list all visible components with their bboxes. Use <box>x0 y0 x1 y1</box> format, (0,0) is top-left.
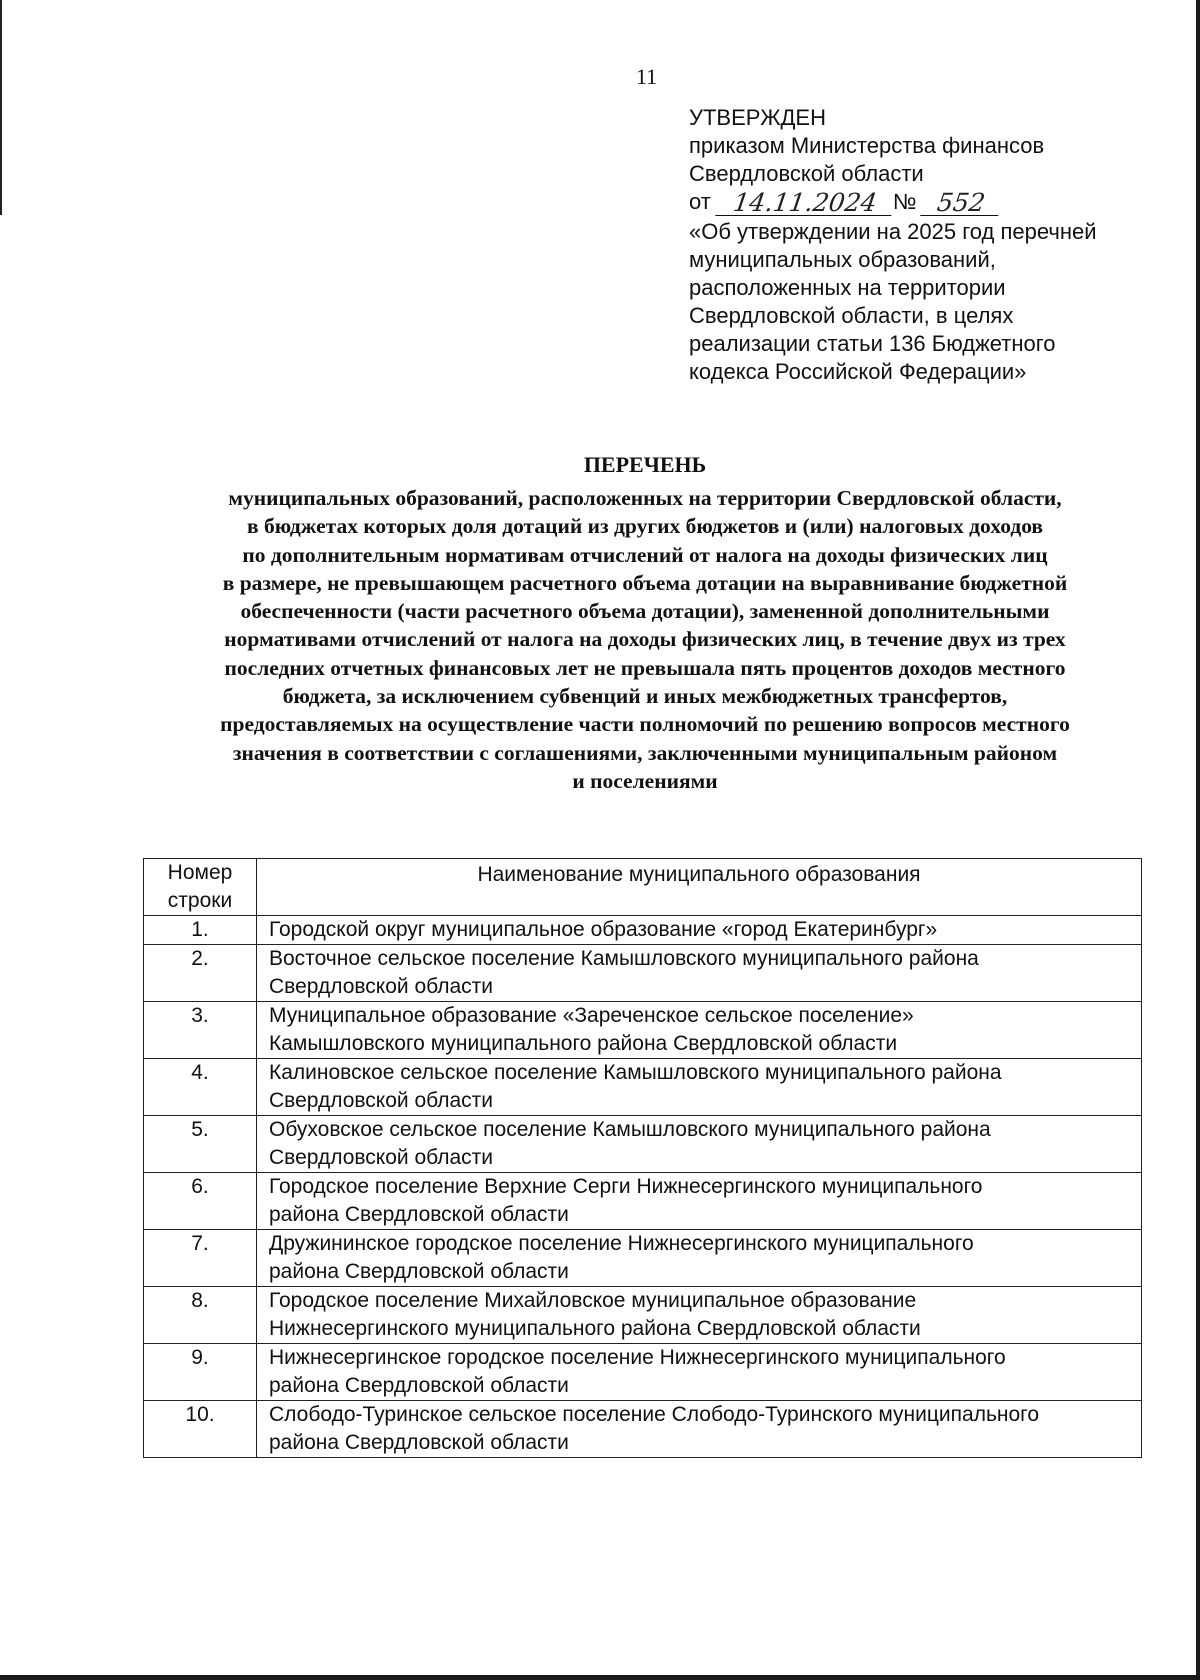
municipality-name-line: Городское поселение Верхние Серги Нижнесергинского муниципального <box>269 1175 983 1198</box>
approval-by-line-2: Свердловской области <box>689 161 924 186</box>
heading-line: по дополнительным нормативам отчислений от налога на доходы физических лиц <box>242 542 1048 567</box>
table-row <box>144 1173 1142 1230</box>
municipality-name-line: Муниципальное образование «Зареченское сельское поселение» <box>269 1004 914 1027</box>
number-sign: № <box>892 189 917 214</box>
municipality-name <box>257 916 1142 945</box>
municipality-name <box>257 945 1142 1002</box>
row-number: 1. <box>144 916 257 945</box>
table-row <box>144 1230 1142 1287</box>
table-row <box>144 916 1142 945</box>
row-number: 6. <box>144 1173 257 1230</box>
scan-edge-right <box>1196 0 1200 1680</box>
handwritten-order-number: 552 <box>921 191 1003 216</box>
handwritten-date: 14.11.2024 <box>715 191 895 216</box>
approval-status: УТВЕРЖДЕН <box>689 105 826 130</box>
heading-line: бюджета, за исключением субвенций и иных межбюджетных трансфертов, <box>282 684 1008 709</box>
approval-by-line-1: приказом Министерства финансов <box>689 133 1045 158</box>
municipality-name <box>257 1401 1142 1458</box>
municipality-name-line: Городской округ муниципальное образование «город Екатеринбург» <box>269 918 938 941</box>
approval-block <box>689 104 1129 386</box>
order-title-line: муниципальных образований, <box>689 247 996 272</box>
approval-date-line <box>689 188 1129 216</box>
table-row <box>144 1344 1142 1401</box>
municipality-name-line: Свердловской области <box>269 1146 494 1169</box>
municipality-name-line: Нижнесергинское городское поселение Нижнесергинского муниципального <box>269 1346 1006 1369</box>
municipality-name <box>257 1344 1142 1401</box>
order-title-line: расположенных на территории <box>689 275 1006 300</box>
municipality-name-line: Свердловской области <box>269 975 494 998</box>
municipality-name-line: Городское поселение Михайловское муниципальное образование <box>269 1289 917 1312</box>
document-title: ПЕРЕЧЕНЬ <box>583 452 707 477</box>
municipality-name-line: Слободо-Туринское сельское поселение Слободо-Туринского муниципального <box>269 1403 1040 1426</box>
municipality-name <box>257 1002 1142 1059</box>
municipality-name-line: Дружининское городское поселение Нижнесергинского муниципального <box>269 1232 974 1255</box>
municipalities-table <box>143 858 1142 1458</box>
municipality-name-line: района Свердловской области <box>269 1260 569 1283</box>
heading-line: обеспеченности (части расчетного объема дотации), замененной дополнительными <box>240 599 1050 624</box>
municipality-name <box>257 1116 1142 1173</box>
municipality-name-line: Восточное сельское поселение Камышловского муниципального района <box>269 947 979 970</box>
row-number: 9. <box>144 1344 257 1401</box>
date-prefix: от <box>689 189 711 214</box>
heading-line: последних отчетных финансовых лет не превышала пять процентов доходов местного <box>224 655 1066 680</box>
heading-line: муниципальных образований, расположенных на территории Свердловской области, <box>228 486 1062 510</box>
table-body <box>144 916 1142 1458</box>
row-number: 3. <box>144 1002 257 1059</box>
municipality-name <box>257 1173 1142 1230</box>
table-row <box>144 1401 1142 1458</box>
heading-line: нормативами отчислений от налога на доходы физических лиц, в течение двух из трех <box>224 627 1066 652</box>
table-header-row <box>144 859 1142 916</box>
document-heading <box>130 484 1160 795</box>
heading-line: в размере, не превышающем расчетного объема дотации на выравнивание бюджетной <box>222 570 1068 595</box>
table-row <box>144 1059 1142 1116</box>
heading-line: и поселениями <box>572 768 718 793</box>
heading-line: предоставляемых на осуществление части полномочий по решению вопросов местного <box>220 712 1070 737</box>
header-municipality-name: Наименование муниципального образования <box>257 859 1142 916</box>
municipality-name <box>257 1230 1142 1287</box>
order-title-line: Свердловской области, в целях <box>689 303 1014 328</box>
row-number: 2. <box>144 945 257 1002</box>
order-title-line: реализации статьи 136 Бюджетного <box>689 331 1056 356</box>
order-title-line: кодекса Российской Федерации» <box>689 359 1027 384</box>
table-row <box>144 1002 1142 1059</box>
municipality-name-line: района Свердловской области <box>269 1203 569 1226</box>
municipality-name-line: Свердловской области <box>269 1089 494 1112</box>
approval-order-title <box>689 218 1129 386</box>
row-number: 7. <box>144 1230 257 1287</box>
row-number: 5. <box>144 1116 257 1173</box>
municipality-name-line: Нижнесергинского муниципального района Свердловской области <box>269 1317 921 1340</box>
municipality-name-line: Калиновское сельское поселение Камышловского муниципального района <box>269 1061 1002 1084</box>
header-number-line: строки <box>167 889 233 912</box>
order-title-line: «Об утверждении на 2025 год перечней <box>689 219 1097 244</box>
table-row <box>144 1116 1142 1173</box>
municipality-name <box>257 1059 1142 1116</box>
page-number: 11 <box>636 64 658 89</box>
header-row-number <box>144 859 257 916</box>
row-number: 10. <box>144 1401 257 1458</box>
header-number-line: Номер <box>167 861 233 884</box>
scan-edge-left <box>0 0 2 215</box>
municipality-name-line: района Свердловской области <box>269 1431 569 1454</box>
municipality-name-line: Камышловского муниципального района Свердловской области <box>269 1032 898 1055</box>
table-row <box>144 1287 1142 1344</box>
scan-edge-bottom <box>0 1675 1200 1680</box>
row-number: 8. <box>144 1287 257 1344</box>
heading-line: в бюджетах которых доля дотаций из других бюджетов и (или) налоговых доходов <box>246 514 1044 539</box>
row-number: 4. <box>144 1059 257 1116</box>
municipality-name-line: района Свердловской области <box>269 1374 569 1397</box>
municipality-name-line: Обуховское сельское поселение Камышловского муниципального района <box>269 1118 991 1141</box>
table-row <box>144 945 1142 1002</box>
heading-line: значения в соответствии с соглашениями, заключенными муниципальным районом <box>232 740 1058 765</box>
municipality-name <box>257 1287 1142 1344</box>
